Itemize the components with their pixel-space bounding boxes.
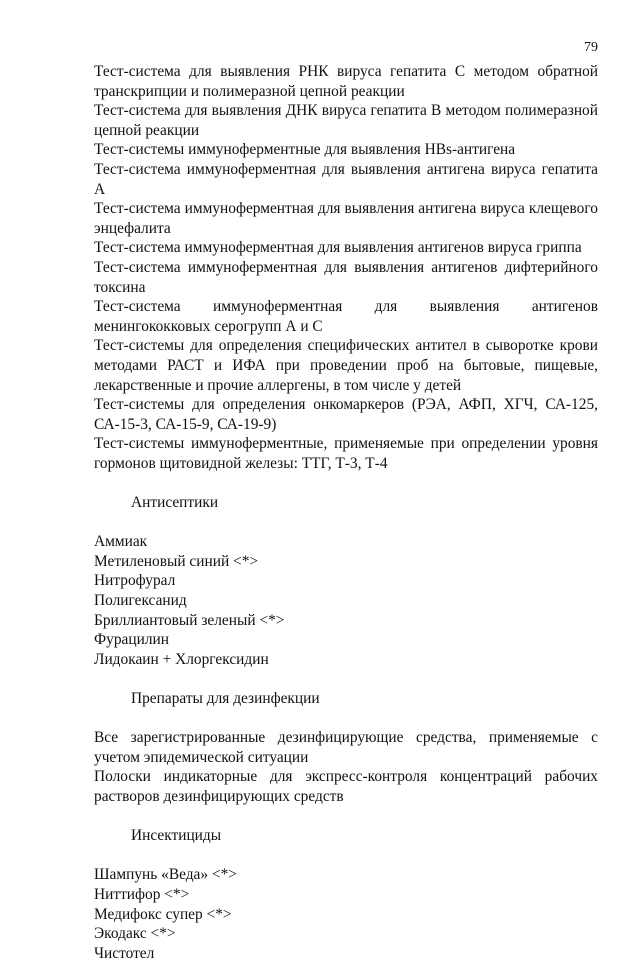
- list-item: Медифокс супер <*>: [94, 905, 232, 923]
- list-item: Ниттифор <*>: [94, 885, 190, 903]
- list-item: Тест-системы иммуноферментные, применяемые при определении уровня гормонов щитовидной железы: ТТГ, Т-3, Т-4: [94, 435, 598, 472]
- list-item: Экодакс <*>: [94, 925, 176, 943]
- section-heading-disinfection: Препараты для дезинфекции: [131, 690, 320, 707]
- list-item: Чистотел: [94, 944, 155, 962]
- list-item: Шампунь «Веда» <*>: [94, 866, 237, 884]
- disinfection-list: [94, 728, 598, 806]
- list-item: Тест-система иммуноферментная для выявления антигена вируса клещевого энцефалита: [94, 200, 598, 237]
- section-heading-antiseptics: Антисептики: [131, 494, 219, 512]
- list-item: Тест-системы для определения специфических антител в сыворотке крови методами РАСТ и ИФА при проведении проб на бытовые, пищевые, лекарственные и прочие аллергены, в том числе у детей: [94, 337, 598, 394]
- list-item: Тест-система иммуноферментная для выявления антигенов вируса гриппа: [94, 239, 582, 257]
- list-item: Тест-система иммуноферментная для выявления антигена вируса гепатита А: [94, 160, 598, 198]
- insecticides-list: [94, 865, 598, 963]
- section-heading-insecticides: Инсектициды: [131, 827, 222, 845]
- list-item: Тест-системы для определения онкомаркеров (РЭА, АФП, ХГЧ, СА-125, СА-15-3, СА-15-9, СА-19-9): [94, 396, 598, 433]
- list-item: Полигексанид: [94, 592, 187, 610]
- list-item: Фурацилин: [94, 631, 170, 649]
- list-item: Бриллиантовый зеленый <*>: [94, 611, 285, 629]
- list-item: Тест-система для выявления РНК вируса гепатита С методом обратной транскрипции и полимеразной цепной реакции: [94, 63, 598, 100]
- list-item: Полоски индикаторные для экспресс-контроля концентраций рабочих растворов дезинфицирующих средств: [94, 768, 598, 805]
- list-item: Тест-системы иммуноферментные для выявления HBs-антигена: [94, 141, 516, 159]
- list-item: Метиленовый синий <*>: [94, 552, 259, 570]
- test-systems-list: [94, 62, 598, 473]
- list-item: Все зарегистрированные дезинфицирующие средства, применяемые с учетом эпидемической ситуации: [94, 729, 598, 766]
- list-item: Аммиак: [94, 533, 148, 551]
- antiseptics-list: [94, 532, 598, 669]
- list-item: Тест-система для выявления ДНК вируса гепатита В методом полимеразной цепной реакции: [94, 102, 598, 139]
- document-body: [94, 62, 598, 963]
- list-item: Лидокаин + Хлоргексидин: [94, 650, 269, 668]
- page-number: 79: [584, 40, 598, 55]
- list-item: Нитрофурал: [94, 572, 176, 590]
- list-item: Тест-система иммуноферментная для выявления антигенов дифтерийного токсина: [94, 258, 598, 296]
- list-item: Тест-система иммуноферментная для выявления антигенов менингококковых серогрупп А и С: [94, 298, 598, 335]
